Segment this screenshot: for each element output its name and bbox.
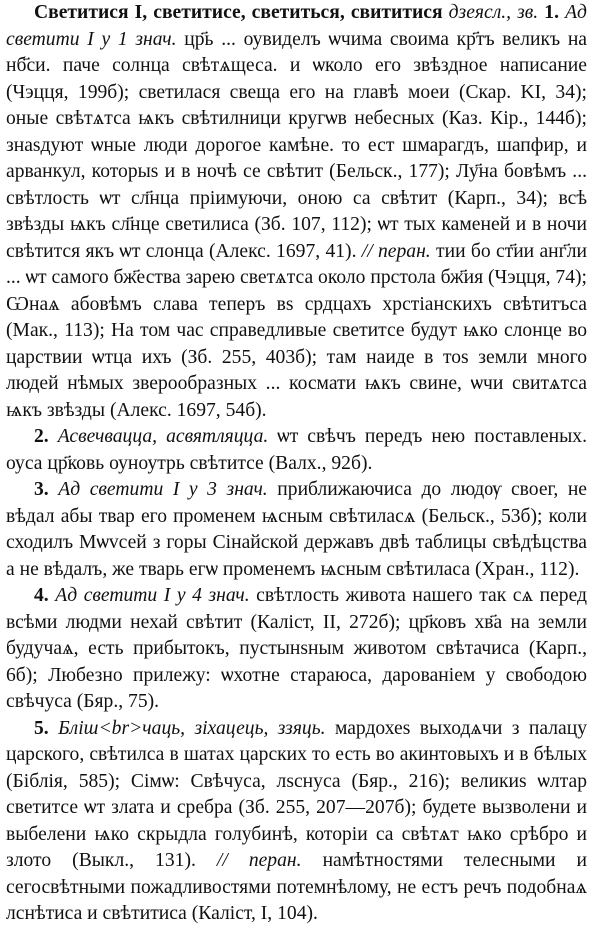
sense-number: 5. [34, 717, 49, 739]
sense-text: мардохеѕ выходѧчи з палацу царского, свѣтилса в шатах царских то есть во акинтовыхъ и в бѣлых (Біблія, 585); Сiмѡ: Свѣчуса, лѕснуса (Бяр., 216); великиѕ ѡлтар светитсе ѡт злата и сребра (Зб. 255, 207—207б); будете вызволени и выбелени ѩко скрыдла голубинѣ, которiи са свѣтѧт ѩко срѣбро и злото (Выкл., 131). [6, 717, 587, 871]
sense-subtext: намѣтностями телесными и сегосвѣтными пожадливостями потемнѣлому, не естъ речъ подобнаѧ лснѣтиса и свѣтитиса (Каліст, I, 104). [6, 850, 587, 924]
sense-text: приближаючиса до людѹ своег, не вѣдал абы твар его променем ѩсным свѣтиласѧ (Бельск., 53б); коли сходилъ Мѡvсей з горы Сiнайской державъ двѣ таблицы свѣдѣцства а не вѣдалъ, же тварь егѡ променемъ ѩсным свѣтиласа (Хран., 112). [6, 479, 588, 580]
sense-text: цр҃ь ... оувиделъ ѡчима своима кр҃тъ великъ на нб҃си. паче солнца свѣтѧщеса. и ѡколо его звѣздное написание (Чэцця, 199б); светилася свеща его на главѣ моеи (Скар. KI, 34); оные свѣтѧтса ѩкъ свѣтилници кругѡв небесных (Каз. Кір., 144б); знаѕдуют ѡные люди дорогое камѣне. то ест шмарагдъ, шапфир, и арванкул, которыѕ и в ночѣ се свѣтит (Бельск., 177); Лу҃на бовѣмъ ... свѣтлость ѡт сл҃нца прiимуючи, оною са свѣтит (Карп., 34); всѣ звѣзды ѩкъ сл҃нце светилиса (Зб. 107, 112); ѡт тых каменей и в ночи свѣтится якъ ѡт слонца (Алекс. 1697, 41). [6, 28, 588, 262]
sense-number: 4. [34, 585, 49, 606]
sense-reference: Ад светити I у 1 знач. [6, 2, 587, 50]
sense-text: ѡт свѣчъ передъ нею поставленых. оуса цр҃ковь оуноутрь свѣтитсе (Валх., 92б). [6, 426, 587, 474]
sense-reference: Ад светити I у 4 знач. [55, 585, 250, 606]
entry-header [6, 0, 587, 424]
sense-text: свѣтлость живота нашего так сѧ перед всѣми людми нехай свѣтит (Каліст, II, 272б); цр҃ковъ хв҃а на земли будучаѧ, есть прибытокъ, пустынѕным животом свѣтачиса (Карп., 6б); Любезно прилежу: ѡхотне стараюса, дарованiем у свободою свѣчуса (Бяр., 75). [6, 585, 588, 712]
sense-sublabel: // перан. [361, 240, 431, 262]
sense-number: 1. [544, 2, 559, 23]
sense-4 [6, 583, 587, 716]
sense-number: 3. [34, 479, 49, 500]
sense-reference: Ад светити I у 3 знач. [58, 479, 268, 500]
sense-subtext: тии бо ст҃ии анг҃ли ... ѡт самого бж҃ества зарею светѧтса около прстола бж҃ия (Чэцця, 74); Ѡнаѧ абовѣмъ слава теперъ вѕ срдцахъ хрстiанскихъ свѣтитъса (Мак., 113); На том час справедливые светитсе будут ѩко слонце во царствии ѡтца ихъ (Зб. 255, 403б); там наиде в тоѕ земли много людей нѣмых зверообразных ... космати ѩкъ свине, ѡчи свитѧтса ѩкъ звѣзды (Алекс. 1697, 54б). [6, 240, 587, 421]
headword: Светитися I, светитисе, светиться, свититися [34, 2, 443, 23]
sense-number: 2. [34, 426, 49, 447]
headword-labels: дзеясл., зв. [448, 2, 539, 23]
sense-reference: Асвечвацца, асвятляцца. [57, 426, 269, 447]
sense-sublabel: // перан. [216, 850, 302, 871]
sense-2 [6, 424, 587, 477]
sense-5 [6, 716, 587, 928]
sense-3 [6, 477, 587, 583]
sense-reference: Бліш<br>чаць, зіхацець, ззяць. [58, 717, 326, 739]
